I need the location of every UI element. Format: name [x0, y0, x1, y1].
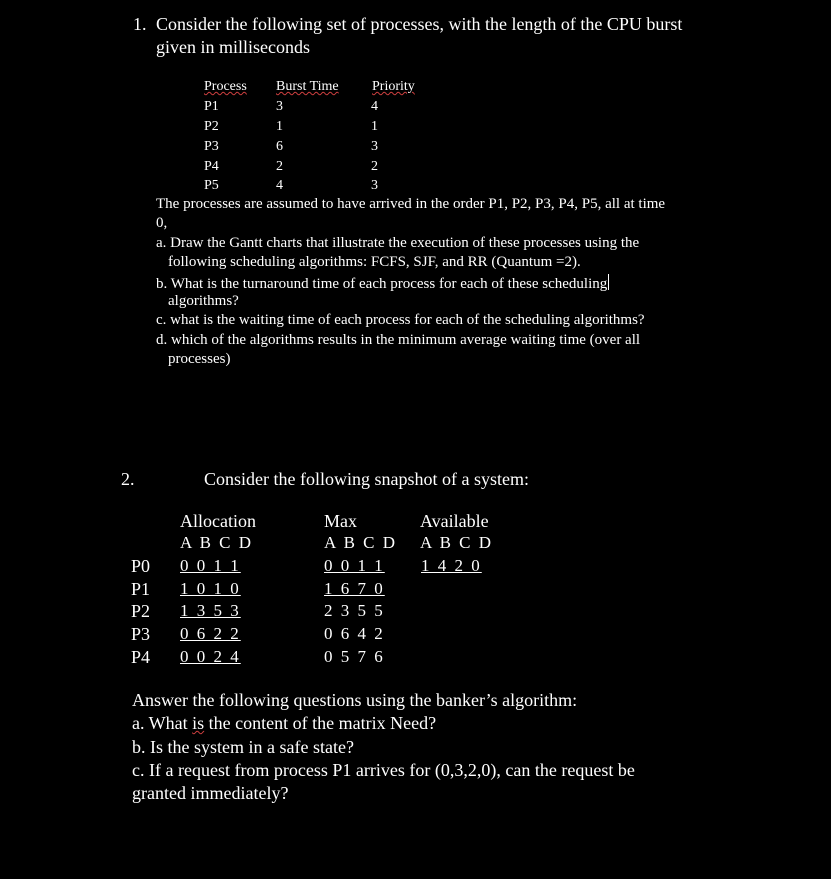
max-row: 0 5 7 6: [324, 647, 385, 666]
arrival-line1: The processes are assumed to have arrived in the order P1, P2, P3, P4, P5, all at time: [156, 196, 666, 212]
process-label-p0: P0: [131, 556, 151, 576]
process-cell: P4: [204, 159, 219, 174]
max-row: 1 6 7 0: [324, 579, 385, 598]
q1-prompt-line2: given in milliseconds: [156, 37, 310, 57]
priority-cell: 2: [371, 159, 378, 174]
burst-cell: 1: [276, 119, 283, 134]
qa-text-pre: a. What: [132, 713, 193, 733]
burst-cell: 3: [276, 99, 283, 114]
process-cell: P5: [204, 178, 219, 193]
part-c-line1: c. what is the waiting time of each process for each of the scheduling algorithms?: [156, 312, 645, 328]
header-burst-time: Burst Time: [276, 79, 339, 94]
allocation-columns: A B C D: [180, 533, 254, 552]
priority-cell: 1: [371, 119, 378, 134]
process-cell: P3: [204, 139, 219, 154]
process-label-p2: P2: [131, 601, 151, 621]
part-a-line2: following scheduling algorithms: FCFS, SJF, and RR (Quantum =2).: [168, 254, 581, 270]
header-max: Max: [324, 511, 357, 531]
burst-cell: 2: [276, 159, 283, 174]
banker-question-c-line1: c. If a request from process P1 arrives for (0,3,2,0), can the request be: [132, 760, 635, 780]
arrival-line2: 0,: [156, 215, 168, 231]
max-row: 2 3 5 5: [324, 601, 385, 620]
burst-cell: 6: [276, 139, 283, 154]
priority-cell: 3: [371, 139, 378, 154]
process-label-p1: P1: [131, 579, 151, 599]
part-b-line1: [156, 274, 609, 292]
allocation-row: 0 6 2 2: [180, 624, 241, 643]
allocation-row: 0 0 2 4: [180, 647, 241, 666]
q2-number: 2.: [121, 469, 135, 489]
process-label-p4: P4: [131, 647, 151, 667]
banker-answer-intro: Answer the following questions using the banker’s algorithm:: [132, 690, 578, 710]
priority-cell: 3: [371, 178, 378, 193]
priority-cell: 4: [371, 99, 378, 114]
part-d-line2: processes): [168, 351, 231, 367]
header-process: Process: [204, 79, 247, 94]
header-available: Available: [420, 511, 489, 531]
qa-text-post: the content of the matrix Need?: [204, 713, 437, 733]
allocation-row: 0 0 1 1: [180, 556, 241, 575]
process-cell: P2: [204, 119, 219, 134]
process-cell: P1: [204, 99, 219, 114]
banker-question-b: b. Is the system in a safe state?: [132, 737, 354, 757]
process-label-p3: P3: [131, 624, 151, 644]
banker-question-a: [132, 714, 436, 732]
max-row: 0 6 4 2: [324, 624, 385, 643]
burst-cell: 4: [276, 178, 283, 193]
allocation-row: 1 0 1 0: [180, 579, 241, 598]
part-b-line2: algorithms?: [168, 293, 239, 309]
q1-prompt-line1: Consider the following set of processes, with the length of the CPU burst: [156, 14, 683, 34]
header-priority: Priority: [372, 79, 415, 94]
available-columns: A B C D: [420, 533, 494, 552]
part-a-line1: a. Draw the Gantt charts that illustrate the execution of these processes using the: [156, 235, 640, 251]
text-cursor: [608, 274, 609, 290]
header-allocation: Allocation: [180, 511, 256, 531]
allocation-row: 1 3 5 3: [180, 601, 241, 620]
max-row: 0 0 1 1: [324, 556, 385, 575]
available-row: 1 4 2 0: [421, 556, 482, 575]
q1-number: 1.: [133, 14, 147, 34]
max-columns: A B C D: [324, 533, 398, 552]
banker-question-c-line2: granted immediately?: [132, 783, 289, 803]
q2-intro: Consider the following snapshot of a system:: [204, 469, 529, 489]
part-b-text: b. What is the turnaround time of each process for each of these scheduling: [156, 276, 608, 292]
part-d-line1: d. which of the algorithms results in the minimum average waiting time (over all: [156, 332, 641, 348]
qa-text-is: is: [192, 713, 205, 733]
